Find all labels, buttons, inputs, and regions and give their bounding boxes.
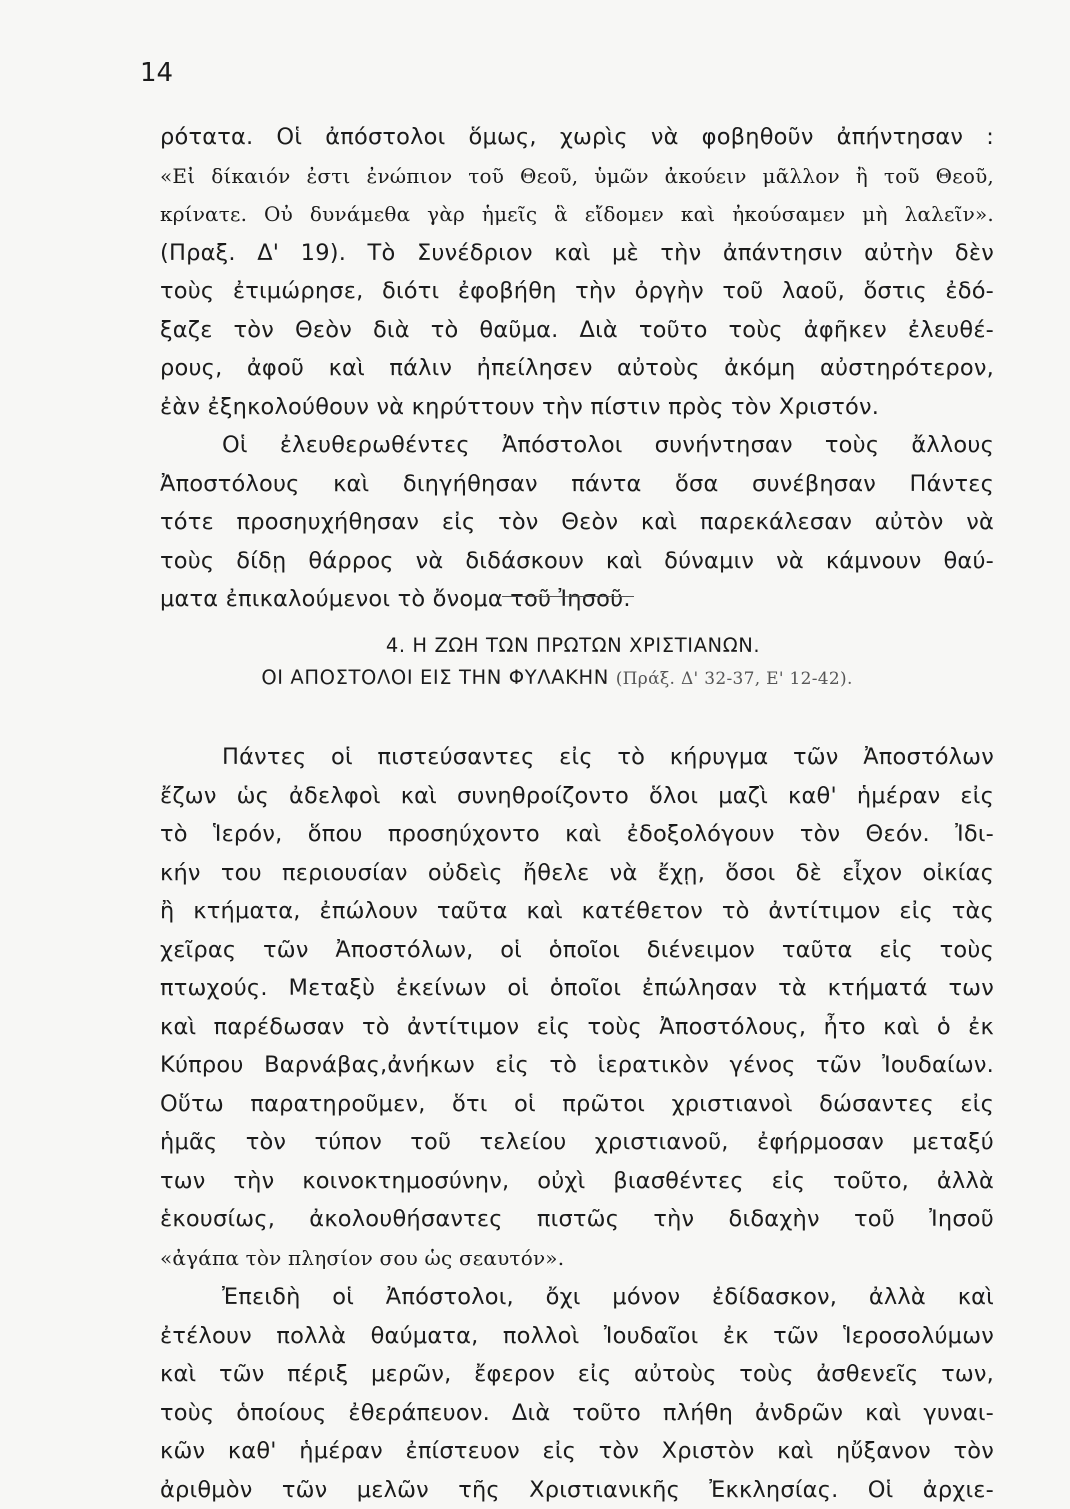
paragraph-continuation: [160, 118, 994, 426]
text-line: καὶ τῶν πέριξ μερῶν, ἔφερον εἰς αὐτοὺς τοὺς ἀσθενεῖς των,: [160, 1355, 994, 1394]
text-line: ἔζων ὡς ἀδελφοὶ καὶ συνηθροίζοντο ὅλοι μαζὶ καθ' ἡμέραν εἰς: [160, 777, 994, 816]
text-line: κῶν καθ' ἡμέραν ἐπίστευον εἰς τὸν Χριστὸν καὶ ηὔξανον τὸν: [160, 1432, 994, 1471]
text-line: Οἱ ἐλευθερωθέντες Ἀπόστολοι συνήντησαν τοὺς ἄλλους: [160, 426, 994, 465]
text-line: τὸ Ἱερόν, ὅπου προσηύχοντο καὶ ἐδοξολόγουν τὸν Θεόν. Ἰδι-: [160, 815, 994, 854]
text-line: χεῖρας τῶν Ἀποστόλων, οἱ ὁποῖοι διένειμον ταῦτα εἰς τοὺς: [160, 931, 994, 970]
text-line: τοὺς ἐτιμώρησε, διότι ἐφοβήθη τὴν ὀργὴν τοῦ λαοῦ, ὅστις ἐδό-: [160, 272, 994, 311]
page-number: 14: [140, 58, 173, 88]
chapter-title: 4. Η ΖΩΗ ΤΩΝ ΠΡΩΤΩΝ ΧΡΙΣΤΙΑΝΩΝ.: [38, 634, 1070, 657]
text-line: τότε προσηυχήθησαν εἰς τὸν Θεὸν καὶ παρεκάλεσαν αὐτὸν νὰ: [160, 503, 994, 542]
paragraph-freed-apostles: [160, 426, 994, 619]
text-line: Ἐπειδὴ οἱ Ἀπόστολοι, ὄχι μόνον ἐδίδασκον, ἀλλὰ καὶ: [160, 1278, 994, 1317]
text-line: πτωχούς. Μεταξὺ ἐκείνων οἱ ὁποῖοι ἐπώλησαν τὰ κτήματά των: [160, 969, 994, 1008]
chapter-subtitle: [22, 666, 1070, 689]
text-line: «ἀγάπα τὸν πλησίον σου ὡς σεαυτόν».: [160, 1239, 994, 1278]
text-line: τοὺς ὁποίους ἐθεράπευον. Διὰ τοῦτο πλήθη ἀνδρῶν καὶ γυναι-: [160, 1394, 994, 1433]
paragraph-first-christians: [160, 738, 994, 1277]
text-line: των τὴν κοινοκτημοσύνην, οὐχὶ βιασθέντες εἰς τοῦτο, ἀλλὰ: [160, 1162, 994, 1201]
chapter-subtitle-text: ΟΙ ΑΠΟΣΤΟΛΟΙ ΕΙΣ ΤΗΝ ΦΥΛΑΚΗΝ: [261, 666, 609, 689]
text-line: ἐὰν ἐξηκολούθουν νὰ κηρύττουν τὴν πίστιν πρὸς τὸν Χριστόν.: [160, 388, 994, 427]
text-line: Πάντες οἱ πιστεύσαντες εἰς τὸ κήρυγμα τῶν Ἀποστόλων: [160, 738, 994, 777]
scripture-reference: (Πράξ. Δ' 32-37, Ε' 12-42).: [616, 669, 853, 689]
text-line: κήν του περιουσίαν οὐδεὶς ἤθελε νὰ ἔχῃ, ὅσοι δὲ εἶχον οἰκίας: [160, 854, 994, 893]
paragraph-miracles: [160, 1278, 994, 1509]
text-line: Κύπρου Βαρνάβας,ἀνήκων εἰς τὸ ἱερατικὸν γένος τῶν Ἰουδαίων.: [160, 1046, 994, 1085]
text-line: ἢ κτήματα, ἐπώλουν ταῦτα καὶ κατέθετον τὸ ἀντίτιμον εἰς τὰς: [160, 892, 994, 931]
text-line: ξαζε τὸν Θεὸν διὰ τὸ θαῦμα. Διὰ τοῦτο τοὺς ἀφῆκεν ἐλευθέ-: [160, 311, 994, 350]
text-line: Οὕτω παρατηροῦμεν, ὅτι οἱ πρῶτοι χριστιανοὶ δώσαντες εἰς: [160, 1085, 994, 1124]
text-line: καὶ παρέδωσαν τὸ ἀντίτιμον εἰς τοὺς Ἀποστόλους, ἦτο καὶ ὁ ἐκ: [160, 1008, 994, 1047]
section-divider: [502, 596, 634, 597]
text-line: (Πραξ. Δ' 19). Τὸ Συνέδριον καὶ μὲ τὴν ἀπάντησιν αὐτὴν δὲν: [160, 234, 994, 273]
text-line: τοὺς δίδῃ θάρρος νὰ διδάσκουν καὶ δύναμιν νὰ κάμνουν θαύ-: [160, 542, 994, 581]
text-line: «Εἰ δίκαιόν ἐστι ἐνώπιον τοῦ Θεοῦ, ὑμῶν ἀκούειν μᾶλλον ἢ τοῦ Θεοῦ,: [160, 157, 994, 196]
text-line: κρίνατε. Οὐ δυνάμεθα γὰρ ἡμεῖς ἃ εἴδομεν καὶ ἠκούσαμεν μὴ λαλεῖν».: [160, 195, 994, 234]
text-line: ἑκουσίως, ἀκολουθήσαντες πιστῶς τὴν διδαχὴν τοῦ Ἰησοῦ: [160, 1200, 994, 1239]
text-line: ρότατα. Οἱ ἀπόστολοι ὅμως, χωρὶς νὰ φοβηθοῦν ἀπήντησαν :: [160, 118, 994, 157]
text-line: ἀριθμὸν τῶν μελῶν τῆς Χριστιανικῆς Ἐκκλησίας. Οἱ ἀρχιε-: [160, 1471, 994, 1509]
text-line: ρους, ἀφοῦ καὶ πάλιν ἠπείλησεν αὐτοὺς ἀκόμη αὐστηρότερον,: [160, 349, 994, 388]
text-line: ματα ἐπικαλούμενοι τὸ ὄνομα τοῦ Ἰησοῦ.: [160, 580, 994, 619]
text-line: Ἀποστόλους καὶ διηγήθησαν πάντα ὅσα συνέβησαν Πάντες: [160, 465, 994, 504]
text-line: ἡμᾶς τὸν τύπον τοῦ τελείου χριστιανοῦ, ἐφήρμοσαν μεταξύ: [160, 1123, 994, 1162]
text-line: ἐτέλουν πολλὰ θαύματα, πολλοὶ Ἰουδαῖοι ἐκ τῶν Ἱεροσολύμων: [160, 1317, 994, 1356]
